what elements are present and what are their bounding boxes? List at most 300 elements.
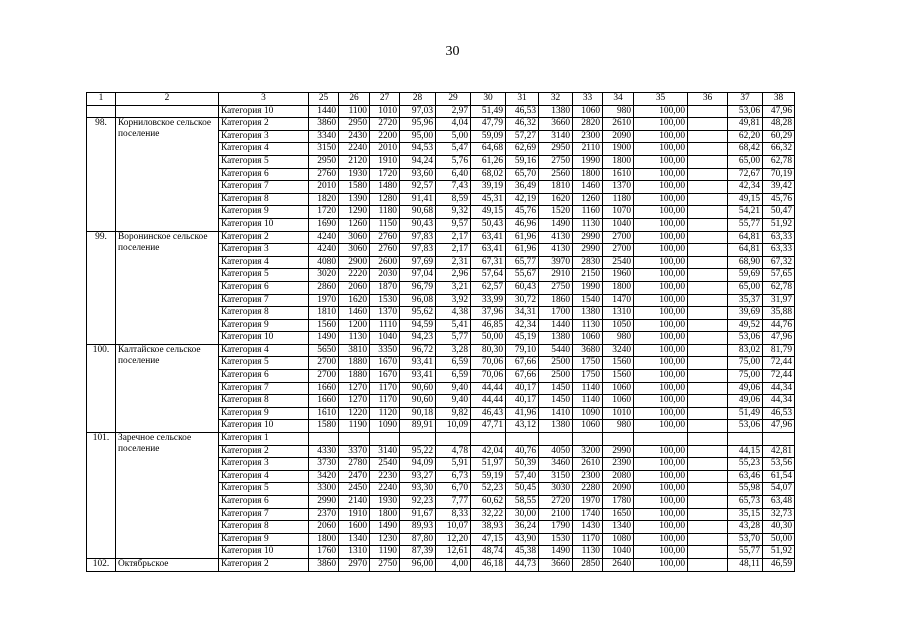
value-cell: 51,92: [763, 546, 795, 559]
category-cell: Категория 6: [219, 370, 309, 383]
value-cell: 43,90: [506, 533, 539, 546]
value-cell: 63,41: [471, 244, 506, 257]
value-cell: 38,93: [471, 521, 506, 534]
value-cell: 47,71: [471, 420, 506, 433]
value-cell: 57,27: [506, 130, 539, 143]
category-cell: Категория 4: [219, 143, 309, 156]
value-cell: 1060: [573, 420, 603, 433]
value-cell: 2990: [309, 496, 339, 509]
value-cell: [688, 420, 728, 433]
settlement-number: 98.: [87, 118, 116, 231]
value-cell: 1580: [309, 420, 339, 433]
value-cell: 63,33: [763, 244, 795, 257]
value-cell: 3060: [339, 244, 370, 257]
value-cell: [688, 193, 728, 206]
value-cell: 9,32: [436, 206, 471, 219]
value-cell: 49,52: [728, 319, 763, 332]
value-cell: 1440: [539, 319, 573, 332]
value-cell: 100,00: [634, 395, 688, 408]
value-cell: 68,42: [728, 143, 763, 156]
value-cell: 3060: [339, 231, 370, 244]
category-cell: Категория 6: [219, 496, 309, 509]
value-cell: 1970: [309, 294, 339, 307]
value-cell: 83,02: [728, 344, 763, 357]
value-cell: 48,74: [471, 546, 506, 559]
value-cell: 4240: [309, 244, 339, 257]
category-cell: Категория 6: [219, 281, 309, 294]
value-cell: 7,77: [436, 496, 471, 509]
value-cell: 100,00: [634, 533, 688, 546]
value-cell: 1260: [573, 193, 603, 206]
value-cell: 1560: [603, 357, 634, 370]
value-cell: 44,34: [763, 395, 795, 408]
value-cell: 97,83: [400, 244, 436, 257]
settlement-number: 100.: [87, 344, 116, 432]
value-cell: 51,97: [471, 458, 506, 471]
header-row: [87, 93, 795, 106]
value-cell: [688, 546, 728, 559]
value-cell: 35,37: [728, 294, 763, 307]
value-cell: 2610: [603, 118, 634, 131]
value-cell: 94,24: [400, 155, 436, 168]
value-cell: 95,96: [400, 118, 436, 131]
value-cell: 100,00: [634, 218, 688, 231]
value-cell: 5,47: [436, 143, 471, 156]
value-cell: 1460: [573, 181, 603, 194]
value-cell: 1650: [603, 508, 634, 521]
value-cell: 43,28: [728, 521, 763, 534]
value-cell: 55,98: [728, 483, 763, 496]
value-cell: [400, 433, 436, 446]
value-cell: [688, 307, 728, 320]
value-cell: 2,96: [436, 269, 471, 282]
category-cell: Категория 2: [219, 231, 309, 244]
value-cell: 90,60: [400, 382, 436, 395]
column-header: 33: [573, 93, 603, 106]
value-cell: 72,44: [763, 357, 795, 370]
value-cell: 62,69: [506, 143, 539, 156]
value-cell: 54,07: [763, 483, 795, 496]
value-cell: 48,11: [728, 558, 763, 571]
value-cell: 42,19: [506, 193, 539, 206]
value-cell: [688, 244, 728, 257]
value-cell: 87,80: [400, 533, 436, 546]
value-cell: 1620: [539, 193, 573, 206]
value-cell: 94,23: [400, 332, 436, 345]
value-cell: 64,68: [471, 143, 506, 156]
value-cell: 52,23: [471, 483, 506, 496]
value-cell: 100,00: [634, 281, 688, 294]
category-cell: Категория 3: [219, 130, 309, 143]
value-cell: 51,49: [728, 407, 763, 420]
value-cell: [763, 433, 795, 446]
value-cell: 49,15: [471, 206, 506, 219]
value-cell: 2060: [309, 521, 339, 534]
value-cell: 1470: [603, 294, 634, 307]
value-cell: 1720: [370, 168, 400, 181]
value-cell: [688, 558, 728, 571]
value-cell: 1140: [573, 382, 603, 395]
category-cell: Категория 10: [219, 105, 309, 118]
category-cell: Категория 7: [219, 181, 309, 194]
value-cell: 100,00: [634, 168, 688, 181]
value-cell: 1520: [539, 206, 573, 219]
value-cell: 3350: [370, 344, 400, 357]
value-cell: 5650: [309, 344, 339, 357]
settlement-number: 101.: [87, 433, 116, 559]
value-cell: 2700: [603, 244, 634, 257]
value-cell: 50,39: [506, 458, 539, 471]
value-cell: 1080: [603, 533, 634, 546]
value-cell: 1380: [573, 307, 603, 320]
value-cell: 1340: [339, 533, 370, 546]
value-cell: 1560: [309, 319, 339, 332]
value-cell: 5,91: [436, 458, 471, 471]
value-cell: 3660: [539, 118, 573, 131]
value-cell: 1800: [573, 168, 603, 181]
value-cell: 1070: [603, 206, 634, 219]
value-cell: 3,28: [436, 344, 471, 357]
value-cell: 2860: [309, 281, 339, 294]
value-cell: 1610: [603, 168, 634, 181]
column-header: 38: [763, 93, 795, 106]
value-cell: 91,41: [400, 193, 436, 206]
table-row: [87, 231, 795, 244]
value-cell: 1310: [339, 546, 370, 559]
value-cell: 1960: [603, 269, 634, 282]
value-cell: 5,41: [436, 319, 471, 332]
value-cell: 57,65: [763, 269, 795, 282]
value-cell: [603, 433, 634, 446]
value-cell: [688, 483, 728, 496]
value-cell: 100,00: [634, 496, 688, 509]
value-cell: 1540: [573, 294, 603, 307]
value-cell: 45,31: [471, 193, 506, 206]
value-cell: 2540: [603, 256, 634, 269]
value-cell: 2300: [573, 130, 603, 143]
value-cell: 1670: [370, 370, 400, 383]
value-cell: 3660: [539, 558, 573, 571]
value-cell: 100,00: [634, 244, 688, 257]
value-cell: 1610: [309, 407, 339, 420]
value-cell: 44,76: [763, 319, 795, 332]
value-cell: 2720: [539, 496, 573, 509]
value-cell: 89,93: [400, 521, 436, 534]
value-cell: [688, 382, 728, 395]
value-cell: 31,97: [763, 294, 795, 307]
value-cell: [688, 319, 728, 332]
value-cell: 1600: [339, 521, 370, 534]
category-cell: Категория 8: [219, 307, 309, 320]
value-cell: 1970: [573, 496, 603, 509]
value-cell: 46,53: [506, 105, 539, 118]
value-cell: [688, 218, 728, 231]
value-cell: 35,88: [763, 307, 795, 320]
value-cell: 96,72: [400, 344, 436, 357]
table-row: [87, 558, 795, 571]
value-cell: 65,77: [506, 256, 539, 269]
value-cell: 1230: [370, 533, 400, 546]
value-cell: 9,40: [436, 382, 471, 395]
value-cell: 10,07: [436, 521, 471, 534]
value-cell: 63,41: [471, 231, 506, 244]
value-cell: 2780: [339, 458, 370, 471]
column-header: 31: [506, 93, 539, 106]
value-cell: 58,55: [506, 496, 539, 509]
category-cell: Категория 10: [219, 546, 309, 559]
value-cell: 3860: [309, 118, 339, 131]
value-cell: 50,00: [471, 332, 506, 345]
value-cell: 60,62: [471, 496, 506, 509]
value-cell: 1370: [370, 307, 400, 320]
settlement-number: 99.: [87, 231, 116, 344]
value-cell: 1060: [573, 105, 603, 118]
value-cell: 55,77: [728, 218, 763, 231]
value-cell: 1310: [603, 307, 634, 320]
value-cell: 2560: [539, 168, 573, 181]
value-cell: [506, 433, 539, 446]
value-cell: 40,17: [506, 382, 539, 395]
value-cell: 2220: [339, 269, 370, 282]
value-cell: 1810: [309, 307, 339, 320]
value-cell: 1180: [370, 206, 400, 219]
value-cell: 63,33: [763, 231, 795, 244]
value-cell: [688, 332, 728, 345]
value-cell: 67,66: [506, 357, 539, 370]
value-cell: 1750: [573, 370, 603, 383]
value-cell: 51,49: [471, 105, 506, 118]
value-cell: 100,00: [634, 181, 688, 194]
value-cell: 96,00: [400, 558, 436, 571]
value-cell: 1260: [339, 218, 370, 231]
value-cell: 2110: [573, 143, 603, 156]
value-cell: 47,96: [763, 105, 795, 118]
value-cell: 44,15: [728, 445, 763, 458]
value-cell: 3150: [309, 143, 339, 156]
value-cell: 89,91: [400, 420, 436, 433]
value-cell: 97,83: [400, 231, 436, 244]
value-cell: 3420: [309, 470, 339, 483]
column-header: 36: [688, 93, 728, 106]
value-cell: 1130: [573, 218, 603, 231]
value-cell: 42,34: [728, 181, 763, 194]
value-cell: 59,19: [471, 470, 506, 483]
value-cell: 70,06: [471, 370, 506, 383]
value-cell: 55,23: [728, 458, 763, 471]
value-cell: 30,72: [506, 294, 539, 307]
value-cell: 2760: [309, 168, 339, 181]
value-cell: 1690: [309, 218, 339, 231]
value-cell: 63,48: [763, 496, 795, 509]
value-cell: 80,30: [471, 344, 506, 357]
column-header: 34: [603, 93, 634, 106]
value-cell: 62,78: [763, 155, 795, 168]
table-row: [87, 118, 795, 131]
value-cell: 46,59: [763, 558, 795, 571]
category-cell: Категория 9: [219, 206, 309, 219]
value-cell: 1130: [573, 319, 603, 332]
value-cell: 3140: [370, 445, 400, 458]
value-cell: 65,70: [506, 168, 539, 181]
value-cell: 3460: [539, 458, 573, 471]
value-cell: 100,00: [634, 558, 688, 571]
settlement-name: Калтайское сельское поселение: [116, 344, 219, 432]
value-cell: 1220: [339, 407, 370, 420]
value-cell: 2090: [603, 483, 634, 496]
value-cell: 2970: [339, 558, 370, 571]
value-cell: 37,96: [471, 307, 506, 320]
value-cell: 3,92: [436, 294, 471, 307]
value-cell: 33,99: [471, 294, 506, 307]
value-cell: 3300: [309, 483, 339, 496]
value-cell: 100,00: [634, 521, 688, 534]
value-cell: 12,20: [436, 533, 471, 546]
value-cell: 53,70: [728, 533, 763, 546]
value-cell: [634, 433, 688, 446]
value-cell: 1040: [603, 218, 634, 231]
value-cell: 100,00: [634, 319, 688, 332]
value-cell: 75,00: [728, 357, 763, 370]
value-cell: 70,06: [471, 357, 506, 370]
value-cell: 1720: [309, 206, 339, 219]
value-cell: 8,59: [436, 193, 471, 206]
value-cell: 100,00: [634, 105, 688, 118]
value-cell: [573, 433, 603, 446]
data-table: [86, 92, 795, 572]
value-cell: 5440: [539, 344, 573, 357]
value-cell: 2990: [573, 244, 603, 257]
table-row: [87, 105, 795, 118]
value-cell: 3020: [309, 269, 339, 282]
value-cell: 90,60: [400, 395, 436, 408]
value-cell: 1930: [339, 168, 370, 181]
column-header: 3: [219, 93, 309, 106]
value-cell: 100,00: [634, 546, 688, 559]
value-cell: 1110: [370, 319, 400, 332]
value-cell: [339, 433, 370, 446]
value-cell: 40,17: [506, 395, 539, 408]
value-cell: 6,70: [436, 483, 471, 496]
value-cell: 97,04: [400, 269, 436, 282]
column-header: 37: [728, 93, 763, 106]
settlement-name: Октябрьское: [116, 558, 219, 571]
value-cell: [688, 344, 728, 357]
value-cell: [688, 168, 728, 181]
value-cell: 53,06: [728, 332, 763, 345]
value-cell: 90,43: [400, 218, 436, 231]
value-cell: 2500: [539, 357, 573, 370]
value-cell: 2950: [539, 143, 573, 156]
value-cell: [436, 433, 471, 446]
value-cell: 100,00: [634, 206, 688, 219]
value-cell: 45,76: [763, 193, 795, 206]
value-cell: [688, 496, 728, 509]
table-row: [87, 344, 795, 357]
value-cell: 96,79: [400, 281, 436, 294]
value-cell: 1010: [603, 407, 634, 420]
value-cell: 980: [603, 332, 634, 345]
value-cell: 1780: [603, 496, 634, 509]
value-cell: 79,10: [506, 344, 539, 357]
value-cell: 1170: [370, 395, 400, 408]
category-cell: Категория 5: [219, 483, 309, 496]
category-cell: Категория 8: [219, 193, 309, 206]
value-cell: 2470: [339, 470, 370, 483]
value-cell: 49,81: [728, 118, 763, 131]
value-cell: 2,17: [436, 244, 471, 257]
value-cell: 100,00: [634, 332, 688, 345]
value-cell: 10,09: [436, 420, 471, 433]
value-cell: [688, 181, 728, 194]
value-cell: 2990: [573, 231, 603, 244]
value-cell: [688, 206, 728, 219]
value-cell: 2850: [573, 558, 603, 571]
value-cell: 1060: [603, 395, 634, 408]
value-cell: [688, 294, 728, 307]
value-cell: [688, 433, 728, 446]
value-cell: 62,20: [728, 130, 763, 143]
value-cell: [688, 130, 728, 143]
value-cell: 90,68: [400, 206, 436, 219]
value-cell: 60,29: [763, 130, 795, 143]
category-cell: Категория 2: [219, 445, 309, 458]
value-cell: 59,16: [506, 155, 539, 168]
value-cell: 1480: [370, 181, 400, 194]
value-cell: 1870: [370, 281, 400, 294]
value-cell: 53,06: [728, 420, 763, 433]
value-cell: 100,00: [634, 307, 688, 320]
value-cell: 1750: [573, 357, 603, 370]
value-cell: 49,06: [728, 395, 763, 408]
value-cell: 1440: [309, 105, 339, 118]
value-cell: 1180: [603, 193, 634, 206]
value-cell: 94,59: [400, 319, 436, 332]
value-cell: 1860: [539, 294, 573, 307]
value-cell: 100,00: [634, 269, 688, 282]
value-cell: 39,69: [728, 307, 763, 320]
value-cell: 1700: [539, 307, 573, 320]
value-cell: 93,27: [400, 470, 436, 483]
value-cell: 45,19: [506, 332, 539, 345]
value-cell: 100,00: [634, 155, 688, 168]
value-cell: 2990: [603, 445, 634, 458]
value-cell: 3200: [573, 445, 603, 458]
value-cell: 66,32: [763, 143, 795, 156]
value-cell: 1910: [370, 155, 400, 168]
value-cell: 48,28: [763, 118, 795, 131]
value-cell: 9,82: [436, 407, 471, 420]
category-cell: Категория 10: [219, 420, 309, 433]
value-cell: 3240: [603, 344, 634, 357]
value-cell: 47,79: [471, 118, 506, 131]
value-cell: 2700: [309, 370, 339, 383]
value-cell: [688, 118, 728, 131]
value-cell: 44,44: [471, 382, 506, 395]
value-cell: [471, 433, 506, 446]
value-cell: 49,06: [728, 382, 763, 395]
value-cell: 1380: [539, 332, 573, 345]
value-cell: 47,96: [763, 332, 795, 345]
value-cell: 64,81: [728, 231, 763, 244]
settlement-number: 102.: [87, 558, 116, 571]
value-cell: 2540: [370, 458, 400, 471]
value-cell: 65,00: [728, 281, 763, 294]
value-cell: 47,96: [763, 420, 795, 433]
value-cell: 54,21: [728, 206, 763, 219]
value-cell: 2090: [603, 130, 634, 143]
value-cell: [688, 395, 728, 408]
value-cell: 30,00: [506, 508, 539, 521]
